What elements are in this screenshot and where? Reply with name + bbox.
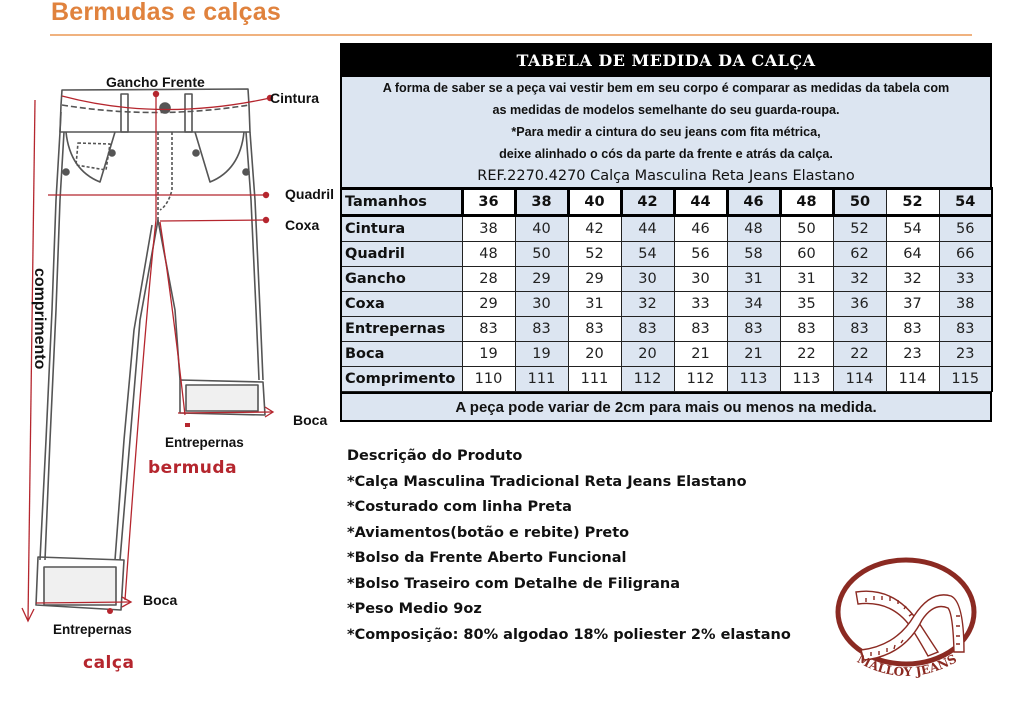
- table-row: [341, 242, 992, 267]
- label-coxa: Coxa: [285, 217, 320, 233]
- measurement-value: 31: [780, 267, 833, 292]
- measurement-value: 19: [515, 342, 568, 367]
- measurement-value: 32: [886, 267, 939, 292]
- measurement-value: 60: [780, 242, 833, 267]
- label-entrepernas-calca: Entrepernas: [53, 622, 132, 637]
- measurement-value: 20: [568, 342, 621, 367]
- measurement-value: 46: [674, 216, 727, 242]
- logo-text: MALLOY JEANS: [854, 651, 959, 680]
- measurement-value: 113: [727, 367, 780, 392]
- size-chart-intro: [340, 77, 992, 187]
- measurement-value: 52: [568, 242, 621, 267]
- description-item: *Costurado com linha Preta: [347, 499, 572, 515]
- intro-line: *Para medir a cintura do seu jeans com fita métrica,: [511, 125, 821, 139]
- measurement-value: 52: [833, 216, 886, 242]
- table-row: [341, 367, 992, 392]
- description-item: *Aviamentos(botão e rebite) Preto: [347, 524, 630, 541]
- measuring-tape-logo-icon: [826, 556, 986, 691]
- measurement-value: 83: [621, 317, 674, 342]
- size-header: 38: [515, 189, 568, 216]
- table-row: [341, 267, 992, 292]
- measurement-value: 38: [939, 292, 992, 317]
- product-reference: REF.2270.4270 Calça Masculina Reta Jeans Elastano: [477, 168, 855, 184]
- measurement-value: 42: [568, 216, 621, 242]
- size-table: [340, 187, 993, 392]
- size-header: 50: [833, 189, 886, 216]
- measurement-value: 83: [674, 317, 727, 342]
- measurement-value: 30: [621, 267, 674, 292]
- measurement-label: Boca: [341, 342, 462, 367]
- label-calca: calça: [83, 653, 135, 673]
- measurement-label: Coxa: [341, 292, 462, 317]
- measurement-label: Cintura: [341, 216, 462, 242]
- measurement-value: 22: [833, 342, 886, 367]
- measurement-value: 48: [727, 216, 780, 242]
- size-header: 40: [568, 189, 621, 216]
- table-row: [341, 342, 992, 367]
- table-row: [341, 216, 992, 242]
- label-entrepernas-bermuda: Entrepernas: [165, 435, 244, 450]
- size-chart-title: TABELA DE MEDIDA DA CALÇA: [340, 43, 992, 77]
- measurement-value: 111: [568, 367, 621, 392]
- measurement-label: Entrepernas: [341, 317, 462, 342]
- measurement-value: 83: [568, 317, 621, 342]
- measurement-value: 21: [727, 342, 780, 367]
- measurement-value: 83: [886, 317, 939, 342]
- description-item: *Composição: 80% algodao 18% poliester 2% elastano: [347, 626, 791, 643]
- measurement-value: 50: [780, 216, 833, 242]
- measurement-value: 29: [568, 267, 621, 292]
- measurement-value: 114: [886, 367, 939, 392]
- size-header: 52: [886, 189, 939, 216]
- measurement-value: 32: [621, 292, 674, 317]
- size-header: 42: [621, 189, 674, 216]
- label-gancho-frente: Gancho Frente: [106, 74, 205, 90]
- measurement-value: 83: [780, 317, 833, 342]
- intro-line: A forma de saber se a peça vai vestir bem em seu corpo é comparar as medidas da tabela com: [382, 81, 950, 95]
- measurement-value: 21: [674, 342, 727, 367]
- size-chart: [340, 43, 992, 422]
- description-item: *Peso Medio 9oz: [347, 601, 482, 617]
- measurement-label: Gancho: [341, 267, 462, 292]
- label-cintura: Cintura: [270, 90, 319, 106]
- size-header: 36: [462, 189, 515, 216]
- measurement-value: 40: [515, 216, 568, 242]
- measurement-label: Comprimento: [341, 367, 462, 392]
- size-header: 48: [780, 189, 833, 216]
- measurement-value: 23: [939, 342, 992, 367]
- table-header-row: [341, 189, 992, 216]
- measurement-value: 58: [727, 242, 780, 267]
- measurement-value: 23: [886, 342, 939, 367]
- measurement-value: 83: [727, 317, 780, 342]
- product-description: [347, 444, 791, 648]
- measurement-value: 34: [727, 292, 780, 317]
- label-boca-calca: Boca: [143, 592, 178, 608]
- measurement-value: 64: [886, 242, 939, 267]
- measurement-value: 33: [674, 292, 727, 317]
- measurement-value: 83: [833, 317, 886, 342]
- page-title: Bermudas e calças: [51, 0, 281, 26]
- description-item: *Bolso da Frente Aberto Funcional: [347, 550, 627, 566]
- measurement-value: 22: [780, 342, 833, 367]
- pants-measurement-diagram: [0, 70, 340, 700]
- measurement-value: 112: [621, 367, 674, 392]
- measurement-value: 29: [462, 292, 515, 317]
- description-heading: Descrição do Produto: [347, 448, 523, 464]
- label-quadril: Quadril: [285, 186, 335, 202]
- description-item: *Calça Masculina Tradicional Reta Jeans Elastano: [347, 473, 747, 490]
- title-divider: [50, 34, 972, 36]
- header-label: Tamanhos: [341, 189, 462, 216]
- measurement-value: 31: [568, 292, 621, 317]
- measurement-value: 83: [515, 317, 568, 342]
- description-item: *Bolso Traseiro com Detalhe de Filigrana: [347, 575, 681, 592]
- measurement-value: 112: [674, 367, 727, 392]
- intro-line: deixe alinhado o cós da parte da frente e atrás da calça.: [499, 147, 833, 161]
- size-chart-footer-note: A peça pode variar de 2cm para mais ou menos na medida.: [340, 392, 992, 422]
- measurement-value: 56: [674, 242, 727, 267]
- measurement-value: 66: [939, 242, 992, 267]
- size-header: 44: [674, 189, 727, 216]
- measurement-value: 32: [833, 267, 886, 292]
- measurement-value: 35: [780, 292, 833, 317]
- intro-line: as medidas de modelos semelhante do seu guarda-roupa.: [492, 103, 840, 117]
- measurement-value: 30: [674, 267, 727, 292]
- measurement-value: 30: [515, 292, 568, 317]
- measurement-value: 113: [780, 367, 833, 392]
- measurement-value: 54: [886, 216, 939, 242]
- measurement-value: 50: [515, 242, 568, 267]
- measurement-value: 115: [939, 367, 992, 392]
- brand-logo: [826, 556, 986, 691]
- measurement-value: 19: [462, 342, 515, 367]
- measurement-value: 29: [515, 267, 568, 292]
- measurement-value: 48: [462, 242, 515, 267]
- size-header: 46: [727, 189, 780, 216]
- measurement-value: 110: [462, 367, 515, 392]
- measurement-value: 28: [462, 267, 515, 292]
- measurement-value: 38: [462, 216, 515, 242]
- label-comprimento: comprimento: [31, 268, 48, 370]
- measurement-value: 54: [621, 242, 674, 267]
- measurement-value: 114: [833, 367, 886, 392]
- measurement-label: Quadril: [341, 242, 462, 267]
- measurement-value: 33: [939, 267, 992, 292]
- measurement-value: 62: [833, 242, 886, 267]
- measurement-value: 31: [727, 267, 780, 292]
- size-header: 54: [939, 189, 992, 216]
- label-boca-bermuda: Boca: [293, 412, 328, 428]
- measurement-value: 36: [833, 292, 886, 317]
- measurement-value: 83: [462, 317, 515, 342]
- measurement-value: 20: [621, 342, 674, 367]
- measurement-value: 44: [621, 216, 674, 242]
- table-row: [341, 292, 992, 317]
- label-bermuda: bermuda: [148, 458, 238, 478]
- measurement-value: 83: [939, 317, 992, 342]
- measurement-value: 111: [515, 367, 568, 392]
- table-row: [341, 317, 992, 342]
- measurement-value: 56: [939, 216, 992, 242]
- measurement-value: 37: [886, 292, 939, 317]
